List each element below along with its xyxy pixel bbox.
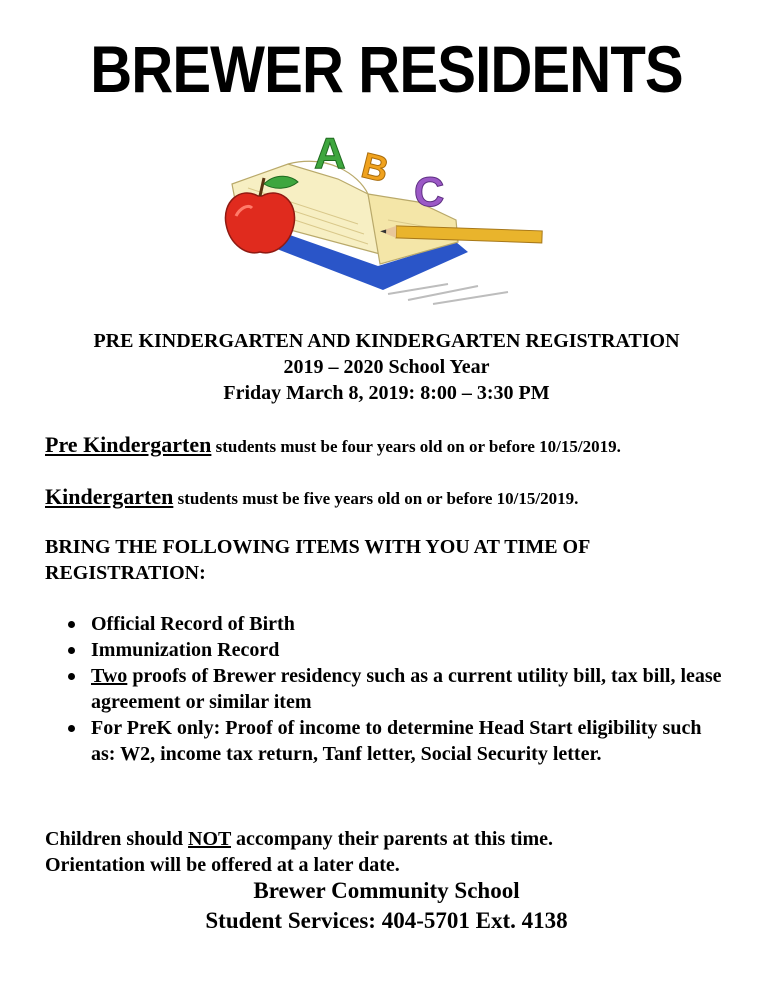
event-title: PRE KINDERGARTEN AND KINDERGARTEN REGISTRATION (93, 330, 680, 352)
closing-note: Children should NOT accompany their parents at this time. (45, 828, 554, 850)
list-item: Official Record of Birth (64, 611, 724, 637)
event-date-time: Friday March 8, 2019: 8:00 – 3:30 PM (223, 382, 550, 404)
school-year: 2019 – 2020 School Year (283, 356, 490, 378)
kindergarten-requirement-text: students must be five years old on or before 10/15/2019. (173, 489, 579, 508)
kindergarten-label: Kindergarten (45, 484, 174, 509)
items-heading: BRING THE FOLLOWING ITEMS WITH YOU AT TIME OF REGISTRATION: (45, 536, 590, 584)
school-clipart (218, 124, 548, 314)
letter-b: B (357, 144, 393, 191)
prek-label: Pre Kindergarten (45, 432, 212, 457)
list-item: Two proofs of Brewer residency such as a current utility bill, tax bill, lease agreement or similar item (64, 663, 724, 715)
prek-requirement-text: students must be four years old on or before 10/15/2019. (211, 437, 621, 456)
contact-info: Student Services: 404-5701 Ext. 4138 (205, 908, 568, 933)
school-name: Brewer Community School (253, 878, 520, 903)
emphasis-not: NOT (188, 828, 232, 850)
orientation-note: Orientation will be offered at a later date. (45, 854, 400, 876)
prek-requirement (45, 432, 755, 458)
headline: BREWER RESIDENTS (90, 32, 683, 106)
letter-c: C (414, 168, 445, 215)
items-list (64, 611, 724, 767)
list-item: Immunization Record (64, 637, 724, 663)
letter-a: A (314, 129, 346, 178)
emphasis-two: Two (91, 665, 128, 687)
kindergarten-requirement (45, 484, 755, 510)
list-item: For PreK only: Proof of income to determine Head Start eligibility such as: W2, income tax return, Tanf letter, Social Security letter. (64, 715, 724, 767)
